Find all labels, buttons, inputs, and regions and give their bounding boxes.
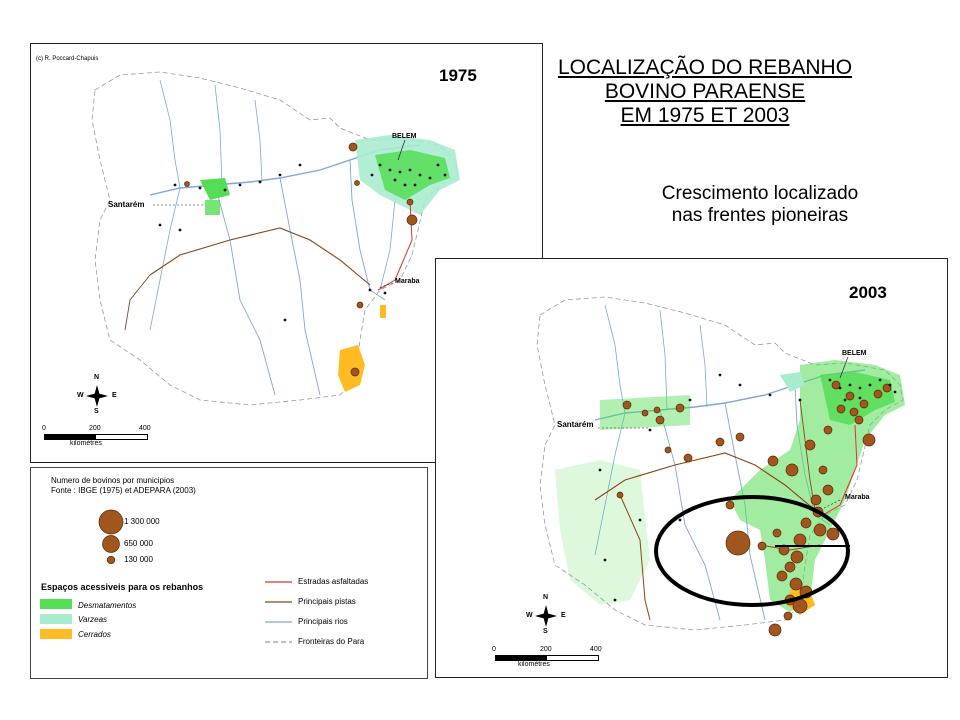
- legend-size-symbol: [103, 536, 120, 553]
- place-santarem-2003: Santarém: [557, 420, 594, 429]
- scale-tick-400-1975: 400: [139, 425, 151, 432]
- compass-w-2003: W: [526, 612, 533, 619]
- legend-size-label-large: 1 300 000: [124, 517, 160, 526]
- title-line-2: BOVINO PARAENSE: [604, 80, 806, 103]
- place-maraba-1975: Maraba: [395, 278, 420, 285]
- scale-tick-0-2003: 0: [492, 646, 496, 653]
- compass-w-1975: W: [77, 392, 84, 399]
- scale-tick-200-1975: 200: [89, 425, 101, 432]
- title-line-1: LOCALIZAÇÃO DO REBANHO: [557, 56, 853, 79]
- legend-area-swatch: [40, 614, 72, 624]
- title-line-3: EM 1975 ET 2003: [620, 104, 790, 127]
- legend-line-estradas: Estradas asfaltadas: [298, 577, 369, 586]
- legend-size-label-small: 130 000: [124, 555, 153, 564]
- place-belem-2003: BELEM: [842, 350, 867, 357]
- legend-line-fronteiras: Fronteiras do Para: [298, 637, 365, 646]
- subtitle-line-2: nas frentes pioneiras: [671, 205, 849, 226]
- legend-size-label-medium: 650 000: [124, 539, 153, 548]
- legend-area-swatch: [40, 629, 72, 639]
- year-2003-label: 2003: [849, 283, 887, 302]
- compass-e-2003: E: [561, 612, 566, 619]
- scale-tick-200-2003: 200: [540, 646, 552, 653]
- legend-heading: Numero de bovinos por municipios: [51, 476, 175, 485]
- year-1975-label: 1975: [439, 66, 477, 85]
- scale-tick-0-1975: 0: [42, 425, 46, 432]
- legend-spaces-heading: Espaços acessiveis para os rebanhos: [41, 582, 204, 592]
- subtitle-line-1: Crescimento localizado: [661, 183, 859, 204]
- credit-text: (c) R. Poccard-Chapuis: [36, 56, 99, 62]
- legend-area-varzeas: Varzeas: [78, 615, 108, 624]
- compass-e-1975: E: [112, 392, 117, 399]
- legend-line-pistas: Principais pistas: [298, 597, 356, 606]
- scale-unit-1975: kilomètres: [70, 440, 102, 447]
- scale-tick-400-2003: 400: [590, 646, 602, 653]
- legend-area-swatch: [40, 599, 72, 609]
- legend-source: Fonte : IBGE (1975) et ADEPARA (2003): [51, 486, 196, 495]
- compass-s-1975: S: [94, 408, 99, 415]
- place-maraba-2003: Maraba: [845, 494, 870, 501]
- legend-area-desmatamentos: Desmatamentos: [78, 601, 137, 610]
- legend-line-rios: Principais rios: [298, 617, 348, 626]
- legend-size-symbol: [99, 510, 123, 534]
- place-belem-1975: BELEM: [392, 133, 417, 140]
- compass-n-1975: N: [94, 374, 100, 381]
- compass-n-2003: N: [543, 594, 549, 601]
- legend-size-symbol: [107, 556, 115, 564]
- compass-s-2003: S: [543, 628, 548, 635]
- legend-area-cerrados: Cerrados: [78, 630, 111, 639]
- place-santarem-1975: Santarém: [108, 200, 145, 209]
- scale-unit-2003: kilomètres: [518, 661, 550, 668]
